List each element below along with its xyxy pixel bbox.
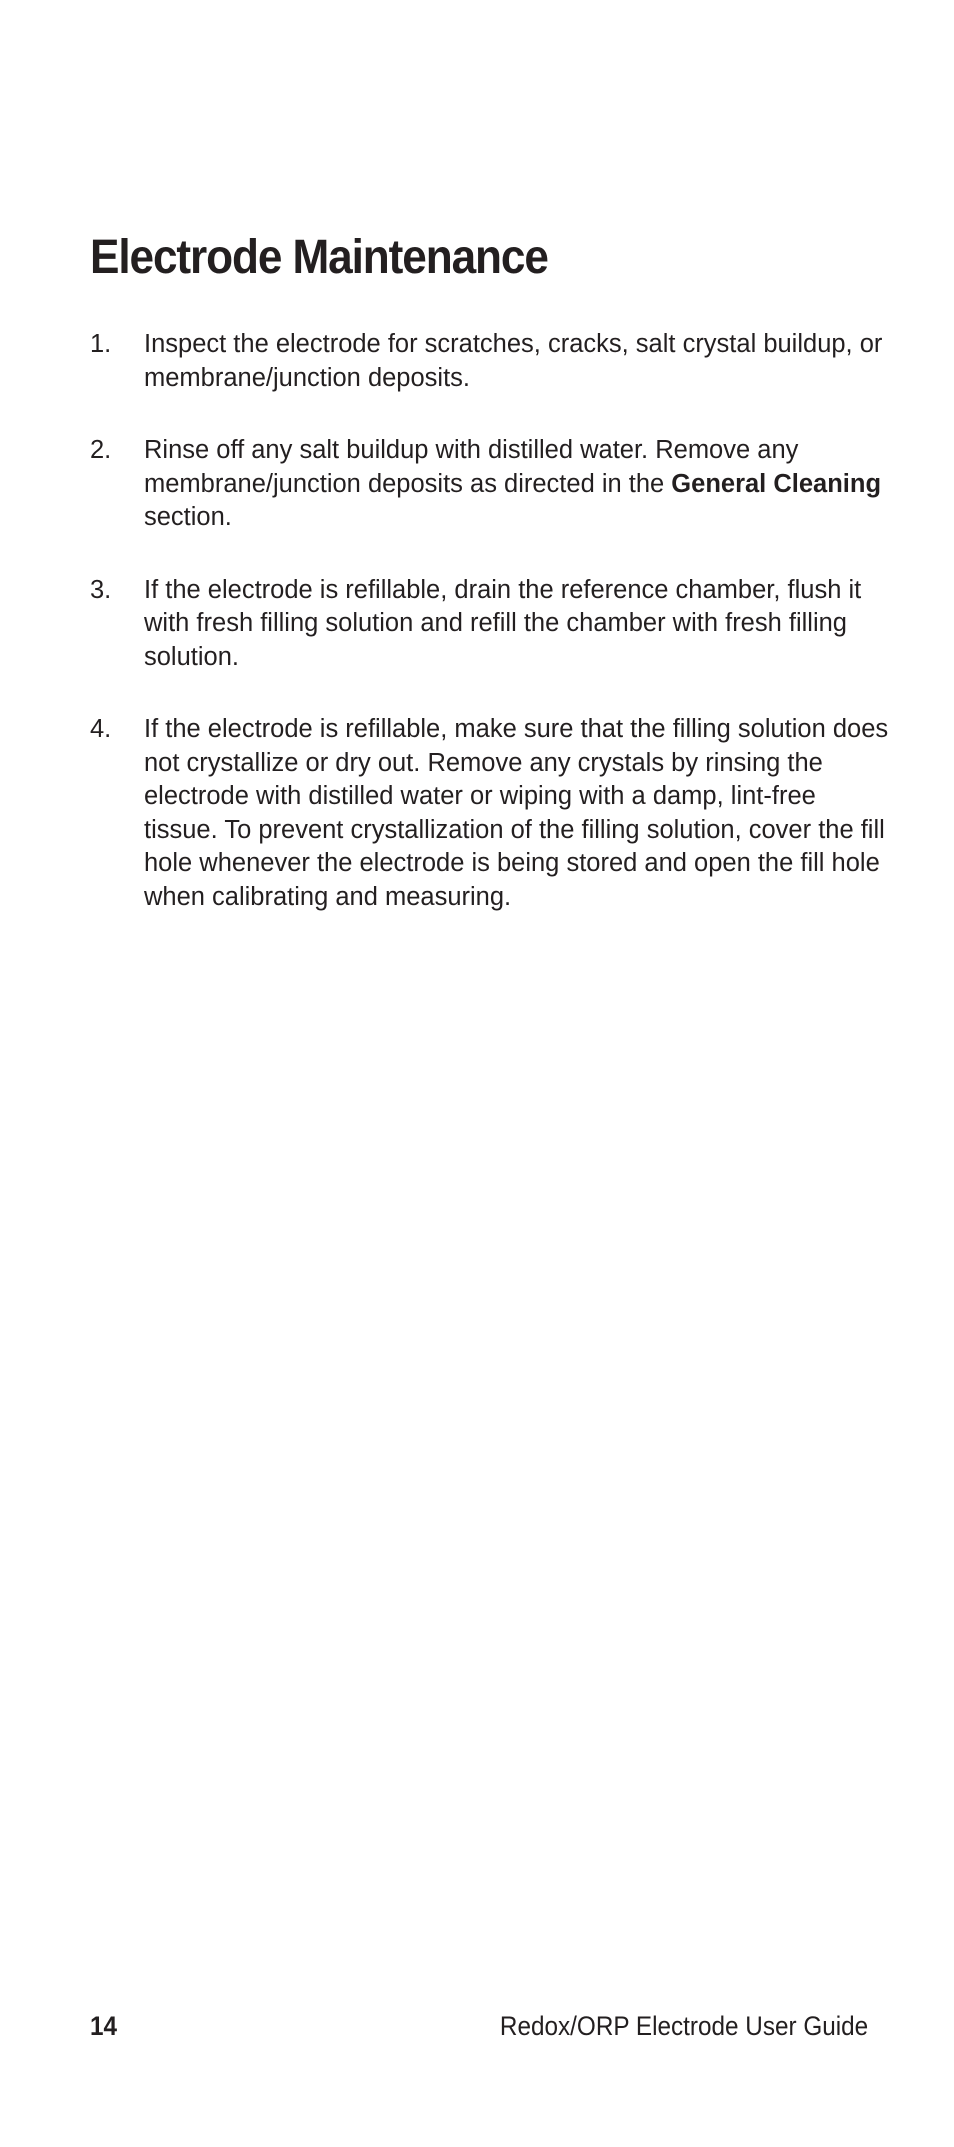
list-item-step-1 (90, 328, 890, 395)
running-title: Redox/ORP Electrode User Guide (499, 2011, 868, 2041)
page-number: 14 (90, 2011, 118, 2041)
step-number: 1. (90, 330, 112, 358)
step-text-part: section. (144, 503, 232, 531)
step-text-part: Inspect the electrode for scratches, cracks, salt crystal buildup, or membrane/junction deposits. (144, 330, 883, 392)
step-text-part: If the electrode is refillable, make sure that the filling solution does not crystallize or dry out. Remove any crystals by rinsing the electrode with distilled water or wiping with a damp, lint-free tissue. To prevent crystallization of the filling solution, cover the fill hole whenever the electrode is being stored and open the fill hole when calibrating and measuring. (144, 715, 889, 911)
page-footer (90, 2006, 868, 2046)
step-text (144, 715, 888, 911)
step-text (144, 436, 881, 531)
step-number: 2. (90, 436, 112, 464)
maintenance-steps-list (90, 328, 890, 953)
step-text-part: If the electrode is refillable, drain the reference chamber, flush it with fresh filling solution and refill the chamber with fresh filling solution. (144, 575, 862, 671)
step-number: 3. (90, 575, 112, 604)
step-text-part: Rinse off any salt buildup with distilled water. Remove any membrane/junction deposits as directed in the (144, 436, 799, 498)
step-text (144, 330, 882, 392)
list-item-step-3 (90, 574, 890, 675)
list-item-step-4 (90, 713, 890, 914)
list-item-step-2 (90, 434, 890, 535)
general-cleaning-reference: General Cleaning (671, 469, 882, 498)
step-text (144, 576, 861, 671)
step-number: 4. (90, 715, 112, 743)
page-title: Electrode Maintenance (90, 231, 548, 284)
